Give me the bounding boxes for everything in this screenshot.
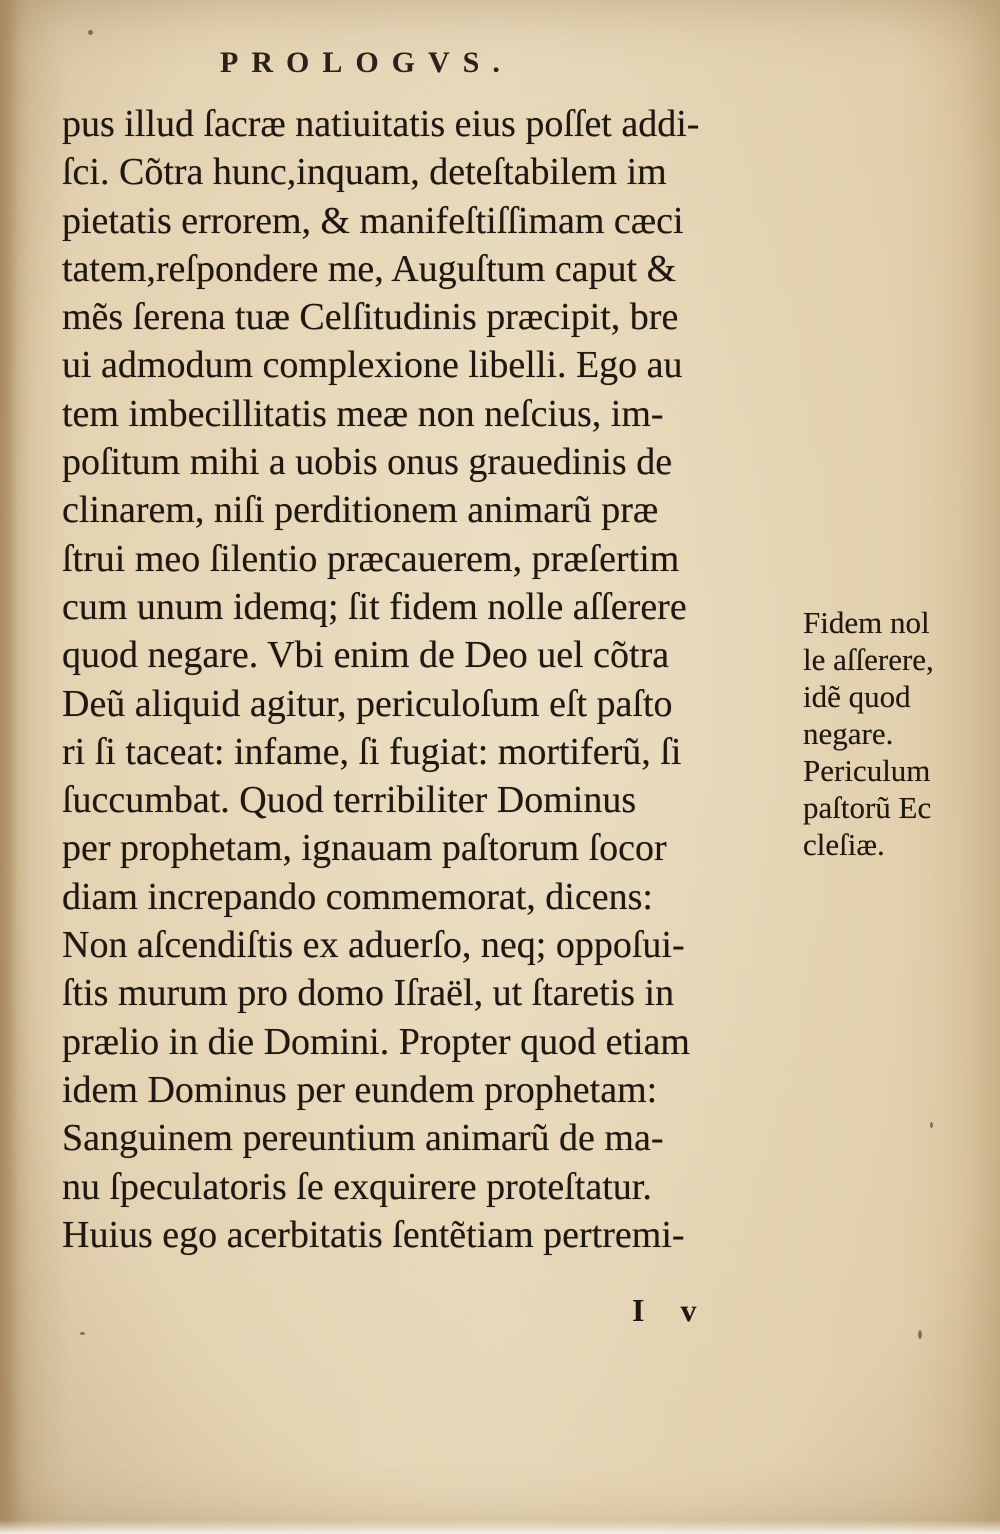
text-line: tatem,reſpondere me, Auguſtum caput & <box>62 247 677 290</box>
page-bottom-edge <box>0 1520 1000 1534</box>
marginal-note-line: paſtorũ Ec <box>803 790 932 825</box>
text-line: ri ſi taceat: infame, ſi fugiat: mortiferũ, ſi <box>62 730 682 773</box>
marginal-note <box>803 604 993 863</box>
page-gutter-shadow <box>0 0 18 1534</box>
signature-mark: I v <box>632 1292 711 1328</box>
marginal-note-line: Fidem nol <box>803 605 930 640</box>
text-line: pus illud ſacræ natiuitatis eius poſſet addi- <box>62 103 700 145</box>
marginal-note-line: negare. <box>803 716 894 751</box>
text-line: Sanguinem pereuntium animarũ de ma- <box>62 1117 664 1160</box>
text-line: quod negare. Vbi enim de Deo uel cõtra <box>62 634 670 677</box>
text-line: nu ſpeculatoris ſe exquirere proteſtatur. <box>62 1165 652 1208</box>
marginal-note-line: Periculum <box>803 753 931 788</box>
text-line: poſitum mihi a uobis onus grauedinis de <box>62 441 673 484</box>
text-line: prælio in die Domini. Propter quod etiam <box>62 1020 690 1063</box>
marginal-note-line: cleſiæ. <box>803 827 885 862</box>
marginal-note-line: le aſſerere, <box>803 642 934 677</box>
text-line: ui admodum complexione libelli. Ego au <box>62 344 683 387</box>
ink-speck <box>88 30 93 35</box>
text-line: ſuccumbat. Quod terribiliter Dominus <box>62 779 637 822</box>
text-line: diam increpando commemorat, dicens: <box>62 875 653 918</box>
ink-speck <box>930 1122 933 1128</box>
main-text-block <box>62 100 802 1259</box>
text-line: per prophetam, ignauam paſtorum ſocor <box>62 827 667 870</box>
text-line: ſtrui meo ſilentio præcauerem, præſertim <box>62 537 680 580</box>
text-line: Deũ aliquid agitur, periculoſum eſt paſto <box>62 682 673 725</box>
text-line: cum unum idemq; ſit fidem nolle aſſerere <box>62 585 687 628</box>
text-line: Non aſcendiſtis ex aduerſo, neq; oppoſui- <box>62 924 685 967</box>
text-line: ſci. Cõtra hunc,inquam, deteſtabilem im <box>62 151 667 194</box>
ink-speck <box>80 1332 85 1335</box>
text-line: clinarem, niſi perditionem animarũ præ <box>62 489 659 532</box>
text-line: ſtis murum pro domo Iſraël, ut ſtaretis in <box>62 972 675 1015</box>
marginal-note-line: idẽ quod <box>803 679 911 714</box>
text-line: mẽs ſerena tuæ Celſitudinis præcipit, bre <box>62 296 679 339</box>
ink-speck <box>918 1330 922 1339</box>
text-line: pietatis errorem, & manifeſtiſſimam cæci <box>62 199 684 242</box>
text-line: idem Dominus per eundem prophetam: <box>62 1068 658 1111</box>
text-line: Huius ego acerbitatis ſentẽtiam pertremi- <box>62 1213 685 1256</box>
running-title: PROLOGVS. <box>220 46 513 79</box>
text-line: tem imbecillitatis meæ non neſcius, im- <box>62 392 664 435</box>
